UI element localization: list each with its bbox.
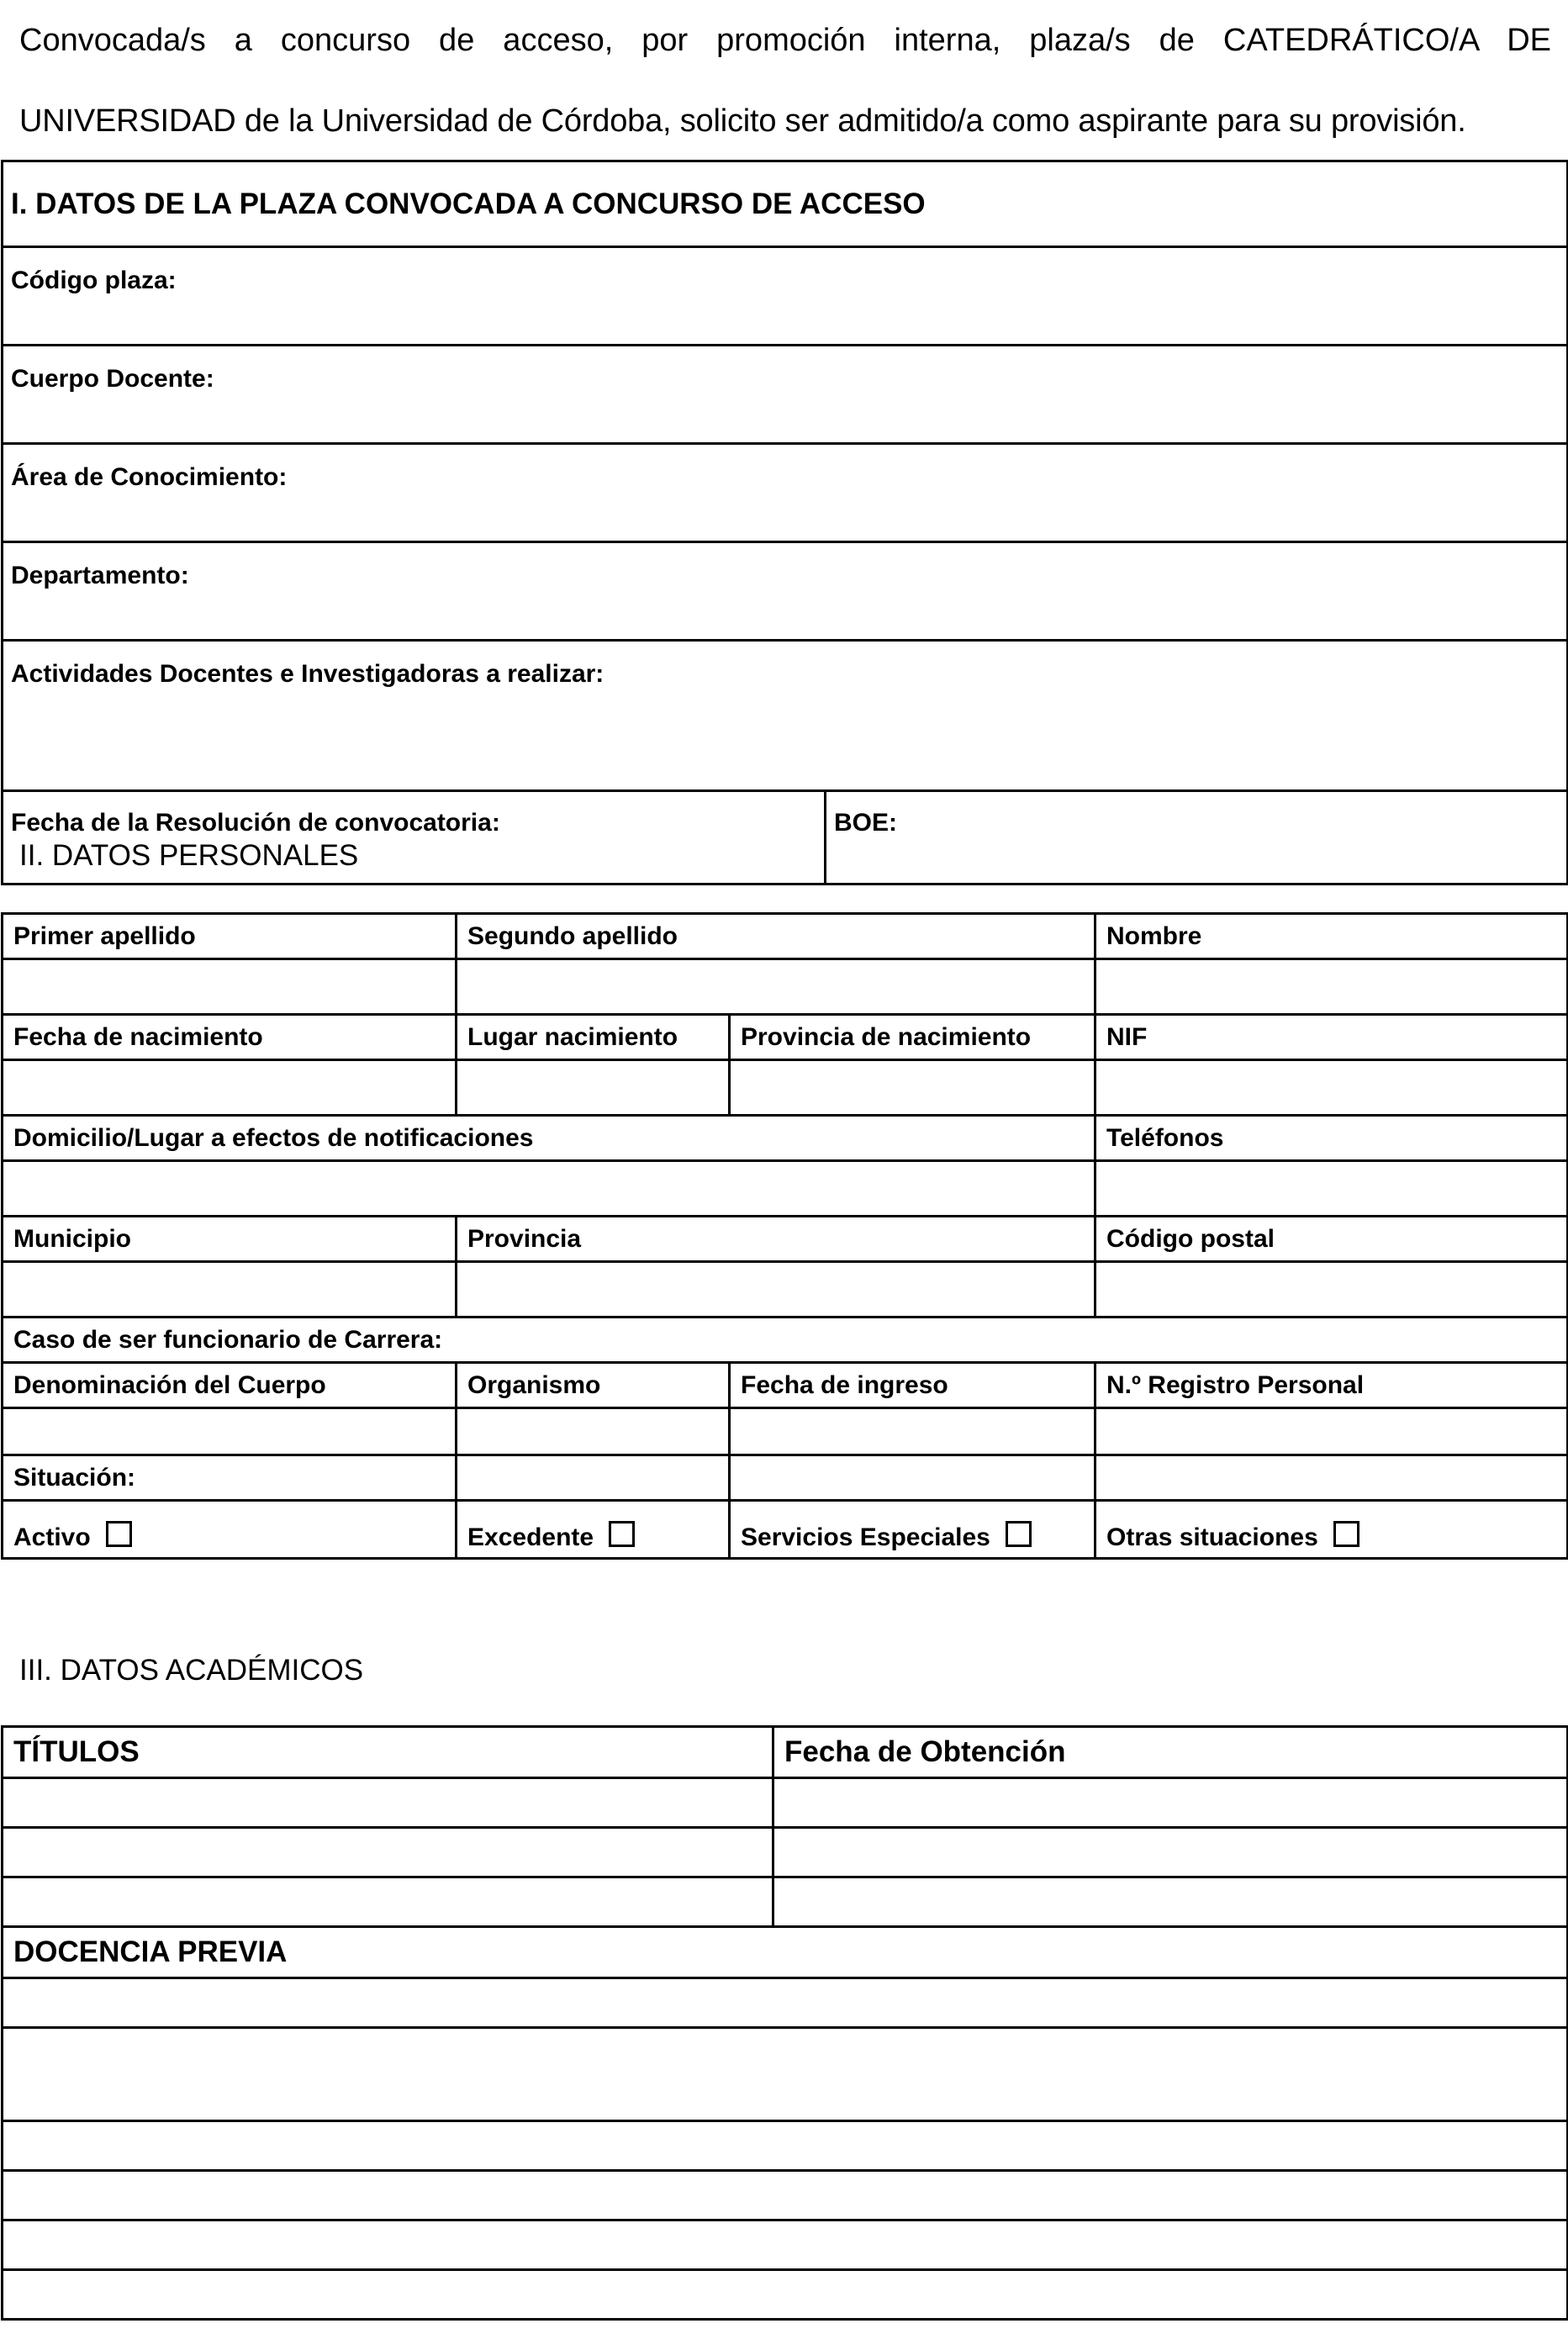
servicios-especiales-option — [730, 1501, 1095, 1559]
denominacion-cuerpo-label: Denominación del Cuerpo — [3, 1363, 457, 1408]
provincia-input[interactable] — [457, 1262, 1095, 1317]
nif-label: NIF — [1095, 1015, 1568, 1060]
municipio-input[interactable] — [3, 1262, 457, 1317]
codigo-plaza-label: Código plaza: — [11, 267, 177, 294]
situacion-cell-2[interactable] — [457, 1455, 730, 1501]
fecha-obtencion-input-2[interactable] — [773, 1828, 1568, 1877]
domicilio-label: Domicilio/Lugar a efectos de notificaciones — [3, 1116, 1095, 1161]
codigo-postal-label: Código postal — [1095, 1217, 1568, 1262]
provincia-nacimiento-label: Provincia de nacimiento — [730, 1015, 1095, 1060]
telefonos-label: Teléfonos — [1095, 1116, 1568, 1161]
organismo-label: Organismo — [457, 1363, 730, 1408]
docencia-previa-header: DOCENCIA PREVIA — [3, 1927, 1568, 1978]
intro-line-1: Convocada/s a concurso de acceso, por promoción interna, plaza/s de CATEDRÁTICO/A DE — [19, 23, 1551, 58]
docencia-previa-input-4[interactable] — [3, 2171, 1568, 2220]
academic-data-table — [1, 1725, 1568, 2321]
segundo-apellido-input[interactable] — [457, 959, 1095, 1015]
segundo-apellido-label: Segundo apellido — [457, 914, 1095, 959]
activo-label: Activo — [13, 1523, 91, 1551]
fecha-resolucion-label: Fecha de la Resolución de convocatoria: — [11, 809, 500, 837]
activo-checkbox[interactable] — [106, 1521, 132, 1547]
docencia-previa-input-2[interactable] — [3, 2028, 1568, 2121]
section2-title: II. DATOS PERSONALES — [19, 839, 359, 872]
registro-personal-input[interactable] — [1095, 1408, 1568, 1455]
primer-apellido-input[interactable] — [3, 959, 457, 1015]
intro-line-2: UNIVERSIDAD de la Universidad de Córdoba, solicito ser admitido/a como aspirante para su provisión. — [19, 103, 1466, 139]
excedente-label: Excedente — [467, 1523, 594, 1551]
provincia-nacimiento-input[interactable] — [730, 1060, 1095, 1116]
docencia-previa-input-3[interactable] — [3, 2121, 1568, 2171]
section1-title: I. DATOS DE LA PLAZA CONVOCADA A CONCURSO DE ACCESO — [3, 161, 1568, 247]
cuerpo-docente-field[interactable] — [3, 346, 1568, 444]
intro-paragraph — [19, 0, 1551, 161]
actividades-label: Actividades Docentes e Investigadoras a realizar: — [11, 660, 604, 688]
activo-option — [3, 1501, 457, 1559]
fecha-ingreso-label: Fecha de ingreso — [730, 1363, 1095, 1408]
cuerpo-docente-label: Cuerpo Docente: — [11, 365, 214, 393]
docencia-previa-input-1[interactable] — [3, 1978, 1568, 2028]
excedente-option — [457, 1501, 730, 1559]
telefonos-input[interactable] — [1095, 1161, 1568, 1217]
servicios-especiales-label: Servicios Especiales — [741, 1523, 990, 1551]
fecha-nacimiento-label: Fecha de nacimiento — [3, 1015, 457, 1060]
titulos-header: TÍTULOS — [3, 1727, 773, 1778]
departamento-field[interactable] — [3, 542, 1568, 641]
situacion-cell-3[interactable] — [730, 1455, 1095, 1501]
lugar-nacimiento-input[interactable] — [457, 1060, 730, 1116]
primer-apellido-label: Primer apellido — [3, 914, 457, 959]
otras-situaciones-checkbox[interactable] — [1333, 1521, 1359, 1547]
section3-title: III. DATOS ACADÉMICOS — [19, 1654, 364, 1687]
denominacion-cuerpo-input[interactable] — [3, 1408, 457, 1455]
servicios-especiales-checkbox[interactable] — [1006, 1521, 1032, 1547]
organismo-input[interactable] — [457, 1408, 730, 1455]
area-conocimiento-field[interactable] — [3, 444, 1568, 542]
docencia-previa-input-6[interactable] — [3, 2270, 1568, 2320]
codigo-plaza-field[interactable] — [3, 247, 1568, 346]
fecha-obtencion-header: Fecha de Obtención — [773, 1727, 1568, 1778]
codigo-postal-input[interactable] — [1095, 1262, 1568, 1317]
nombre-input[interactable] — [1095, 959, 1568, 1015]
nombre-label: Nombre — [1095, 914, 1568, 959]
actividades-field[interactable] — [3, 641, 1568, 791]
excedente-checkbox[interactable] — [609, 1521, 635, 1547]
municipio-label: Municipio — [3, 1217, 457, 1262]
titulo-input-1[interactable] — [3, 1778, 773, 1828]
area-conocimiento-label: Área de Conocimiento: — [11, 463, 288, 491]
plaza-data-table — [1, 160, 1568, 885]
otras-situaciones-option — [1095, 1501, 1568, 1559]
situacion-label: Situación: — [3, 1455, 457, 1501]
personal-data-table — [1, 912, 1568, 1560]
lugar-nacimiento-label: Lugar nacimiento — [457, 1015, 730, 1060]
provincia-label: Provincia — [457, 1217, 1095, 1262]
titulo-input-2[interactable] — [3, 1828, 773, 1877]
boe-label: BOE: — [834, 809, 897, 837]
situacion-cell-4[interactable] — [1095, 1455, 1568, 1501]
nif-input[interactable] — [1095, 1060, 1568, 1116]
fecha-ingreso-input[interactable] — [730, 1408, 1095, 1455]
boe-field[interactable] — [826, 791, 1568, 884]
titulo-input-3[interactable] — [3, 1877, 773, 1927]
fecha-obtencion-input-1[interactable] — [773, 1778, 1568, 1828]
caso-funcionario-label: Caso de ser funcionario de Carrera: — [3, 1317, 1568, 1363]
otras-situaciones-label: Otras situaciones — [1106, 1523, 1318, 1551]
fecha-obtencion-input-3[interactable] — [773, 1877, 1568, 1927]
docencia-previa-input-5[interactable] — [3, 2220, 1568, 2270]
fecha-nacimiento-input[interactable] — [3, 1060, 457, 1116]
domicilio-input[interactable] — [3, 1161, 1095, 1217]
departamento-label: Departamento: — [11, 562, 189, 589]
registro-personal-label: N.º Registro Personal — [1095, 1363, 1568, 1408]
